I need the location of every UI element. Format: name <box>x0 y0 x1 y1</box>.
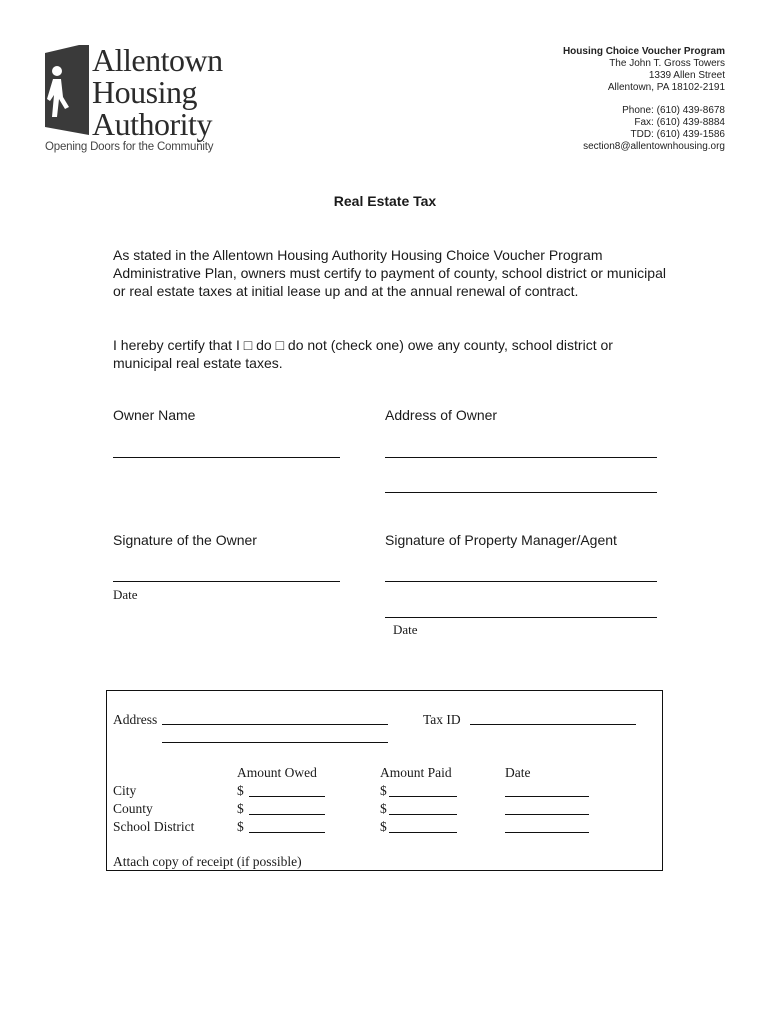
property-address-field-1[interactable] <box>162 724 388 725</box>
agent-signature-label: Signature of Property Manager/Agent <box>385 532 617 548</box>
do-checkbox[interactable]: □ <box>243 337 253 353</box>
city-date-field[interactable] <box>505 796 589 797</box>
owner-address-label: Address of Owner <box>385 407 498 423</box>
owner-signature-label: Signature of the Owner <box>113 532 257 548</box>
do-not-checkbox[interactable]: □ <box>275 337 285 353</box>
currency-symbol: $ <box>380 783 387 798</box>
email-link[interactable]: section8@allentownhousing.org <box>583 141 725 152</box>
currency-symbol: $ <box>237 819 244 834</box>
property-address-label: Address <box>113 712 158 727</box>
owner-address-field-1[interactable] <box>385 457 657 458</box>
housing-authority-logo-icon <box>45 45 89 135</box>
owner-name-field[interactable] <box>113 457 340 458</box>
logo-tagline: Opening Doors for the Community <box>45 141 214 153</box>
date-header: Date <box>505 765 531 780</box>
row-label-county: County <box>113 801 153 816</box>
owner-date-label: Date <box>113 587 138 602</box>
owner-name-label: Owner Name <box>113 407 196 423</box>
tax-id-field[interactable] <box>470 724 636 725</box>
policy-paragraph: As stated in the Allentown Housing Authority Housing Choice Voucher Program Administrative Plan, owners must certify to payment of county, school district or municipal or real estate taxes at initial lease up and at the annual renewal of contract. <box>113 247 666 299</box>
school-amount-owed-field[interactable] <box>249 832 325 833</box>
address-line-3: Allentown, PA 18102-2191 <box>607 82 725 93</box>
document-title: Real Estate Tax <box>333 193 437 209</box>
county-amount-owed-field[interactable] <box>249 814 325 815</box>
amount-paid-header: Amount Paid <box>380 765 452 780</box>
agent-date-label: Date <box>393 622 418 637</box>
address-line-1: The John T. Gross Towers <box>609 58 725 69</box>
option-do-label: do <box>256 337 272 353</box>
school-date-field[interactable] <box>505 832 589 833</box>
certify-prefix: I hereby certify that I <box>113 337 240 353</box>
address-line-2: 1339 Allen Street <box>648 70 725 81</box>
row-label-school-district: School District <box>113 819 195 834</box>
fax-number: Fax: (610) 439-8884 <box>634 117 725 128</box>
school-amount-paid-field[interactable] <box>389 832 457 833</box>
option-do-not-label: do not (check one) owe any county, school district or municipal real estate taxes. <box>113 337 613 371</box>
tax-id-label: Tax ID <box>423 712 461 727</box>
certification-statement <box>113 336 673 372</box>
city-amount-paid-field[interactable] <box>389 796 457 797</box>
logo-text-allentown: Allentown <box>92 42 223 78</box>
phone-number: Phone: (610) 439-8678 <box>622 105 725 116</box>
agent-signature-field[interactable] <box>385 581 657 582</box>
property-address-field-2[interactable] <box>162 742 388 743</box>
currency-symbol: $ <box>380 801 387 816</box>
receipt-note: Attach copy of receipt (if possible) <box>113 854 302 869</box>
currency-symbol: $ <box>237 783 244 798</box>
row-label-city: City <box>113 783 137 798</box>
currency-symbol: $ <box>237 801 244 816</box>
currency-symbol: $ <box>380 819 387 834</box>
county-amount-paid-field[interactable] <box>389 814 457 815</box>
logo-text-authority: Authority <box>92 106 212 142</box>
logo-text-housing: Housing <box>92 74 197 110</box>
agent-date-field[interactable] <box>385 617 657 618</box>
amount-owed-header: Amount Owed <box>237 765 317 780</box>
owner-signature-field[interactable] <box>113 581 340 582</box>
city-amount-owed-field[interactable] <box>249 796 325 797</box>
owner-address-field-2[interactable] <box>385 492 657 493</box>
county-date-field[interactable] <box>505 814 589 815</box>
program-name: Housing Choice Voucher Program <box>562 46 725 57</box>
tdd-number: TDD: (610) 439-1586 <box>630 129 725 140</box>
